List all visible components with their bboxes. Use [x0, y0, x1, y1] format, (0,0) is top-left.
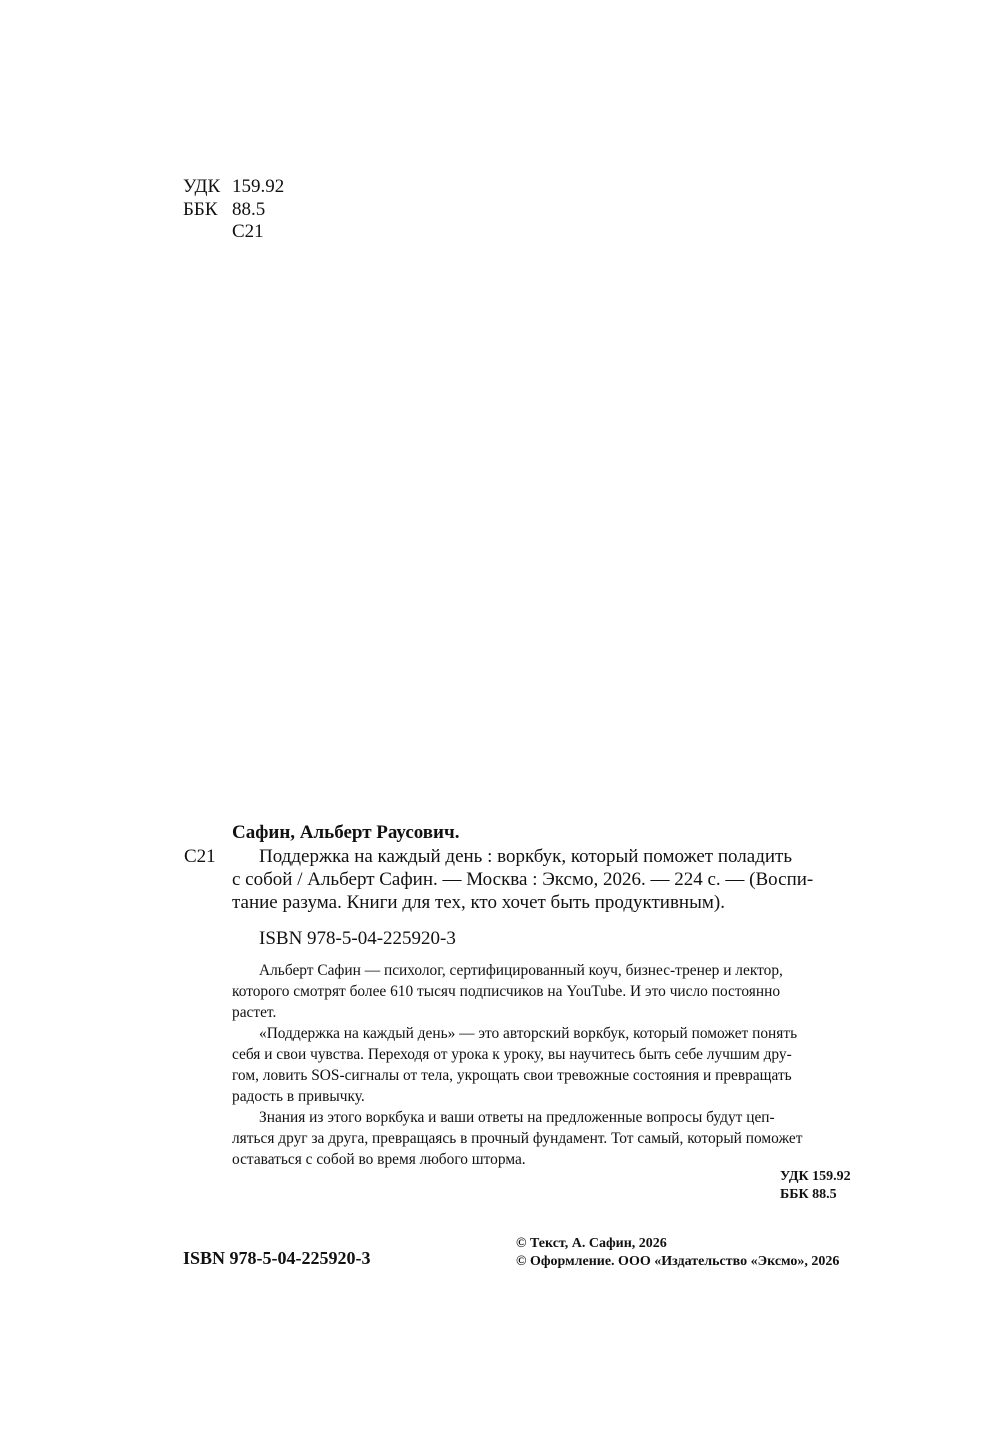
author-sign-card: С21	[184, 846, 216, 867]
bbk-value: 88.5	[232, 199, 266, 220]
description-line: с собой / Альберт Сафин. — Москва : Эксмо, 2026. — 224 с. — (Воспи-	[232, 869, 814, 890]
annotation-line: растет.	[232, 1004, 277, 1021]
annotation-line: оставаться с собой во время любого шторма.	[232, 1151, 526, 1168]
footer-isbn: ISBN 978-5-04-225920-3	[183, 1248, 371, 1268]
small-bbk: ББК 88.5	[780, 1187, 837, 1202]
author-heading: Сафин, Альберт Раусович.	[232, 822, 460, 843]
annotation-line: радость в привычку.	[232, 1088, 365, 1105]
annotation-line: Альберт Сафин — психолог, сертифицированный коуч, бизнес-тренер и лектор,	[259, 962, 783, 979]
udk-value: 159.92	[232, 176, 285, 197]
annotation-line: ляться друг за друга, превращаясь в прочный фундамент. Тот самый, который поможет	[232, 1130, 803, 1147]
udk-label: УДК	[183, 176, 221, 197]
card-isbn: ISBN 978-5-04-225920-3	[259, 928, 456, 949]
author-sign-top: С21	[232, 221, 264, 242]
annotation-line: гом, ловить SOS-сигналы от тела, укрощать свои тревожные состояния и превращать	[232, 1067, 792, 1084]
annotation-line: себя и свои чувства. Переходя от урока к уроку, вы научитесь быть себе лучшим дру-	[232, 1046, 792, 1063]
bbk-label: ББК	[183, 199, 218, 220]
annotation-line: которого смотрят более 610 тысяч подписчиков на YouTube. И это число постоянно	[232, 983, 781, 1000]
description-line: тание разума. Книги для тех, кто хочет быть продуктивным).	[232, 892, 725, 913]
small-udk: УДК 159.92	[780, 1169, 851, 1184]
copyright-text: © Текст, А. Сафин, 2026	[516, 1236, 667, 1251]
annotation-line: Знания из этого воркбука и ваши ответы на предложенные вопросы будут цеп-	[259, 1109, 775, 1126]
annotation-line: «Поддержка на каждый день» — это авторский воркбук, который поможет понять	[259, 1025, 798, 1042]
copyright-design: © Оформление. ООО «Издательство «Эксмо», 2026	[516, 1254, 840, 1269]
description-line: Поддержка на каждый день : воркбук, который поможет поладить	[259, 846, 792, 867]
